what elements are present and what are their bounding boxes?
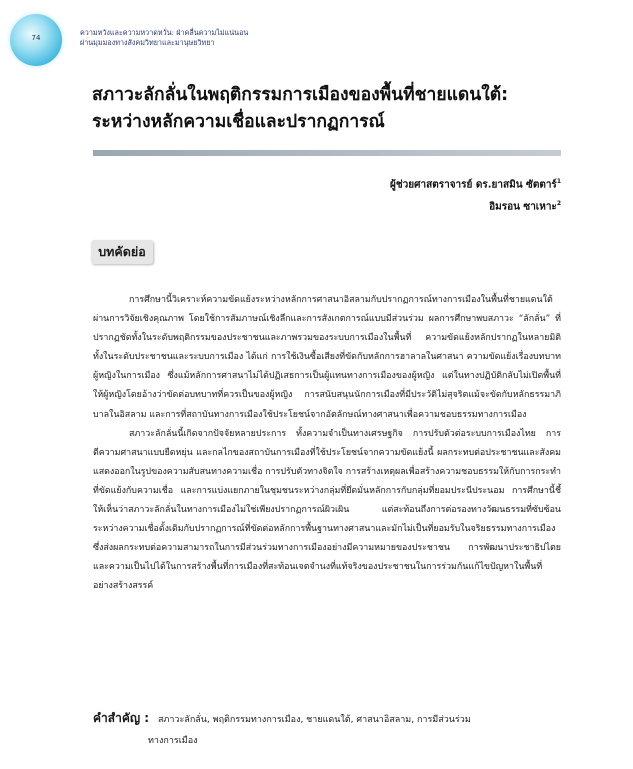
- keywords-line1: สภาวะลักลั่น, พฤติกรรมทางการเมือง, ชายแดนใต้, ศาสนาอิสลาม, การมีส่วนร่วม: [157, 715, 471, 725]
- article-title-line2: ระหว่างหลักความเชื่อและปรากฏการณ์: [92, 112, 385, 132]
- keywords-line2: ทางการเมือง: [148, 736, 198, 746]
- abstract-heading: บทคัดย่อ: [91, 240, 153, 264]
- author-1-name: ผู้ช่วยศาสตราจารย์ ดร.ยาสมิน ซัตตาร์: [390, 179, 557, 191]
- author-block: [390, 172, 561, 217]
- title-divider: [93, 150, 561, 156]
- article-title: [92, 82, 508, 136]
- abstract-paragraph-2: สภาวะลักลั่นนี้เกิดจากปัจจัยหลายประการ ทั้งความจำเป็นทางเศรษฐกิจ การปรับตัวต่อระบบการเมืองไทย การตีความศาสนาแบบยืดหยุ่น และกลไกของสถาบันการเมืองที่ใช้ประโยชน์จากความขัดแย้งนี้ ผลกระทบต่อประชาชนและสังคมแสดงออกในรูปของความสับสนทางความเชื่อ การปรับตัวทางจิตใจ การสร้างเหตุผลเพื่อสร้างความชอบธรรมให้กับการกระทำที่ขัดแย้งกับความเชื่อ และการแบ่งแยกภายในชุมชนระหว่างกลุ่มที่ยึดมั่นหลักการกับกลุ่มที่ยอมประนีประนอม การศึกษานี้ชี้ให้เห็นว่าสภาวะลักลั่นในทางการเมืองไม่ใช่เพียงปรากฏการณ์ผิวเผิน แต่สะท้อนถึงการต่อรองทางวัฒนธรรมที่ซับซ้อนระหว่างความเชื่อดั้งเดิมกับปรากฏการณ์ที่ขัดต่อหลักการพื้นฐานทางศาสนาและมักไม่เป็นที่ยอมรับในจริยธรรมทางการเมือง ซึ่งส่งผลกระทบต่อความสามารถในการมีส่วนร่วมทางการเมืองอย่างมีความหมายของประชาชน การพัฒนาประชาธิปไตย และความเป็นไปได้ในการสร้างพื้นที่การเมืองที่สะท้อนเจตจำนงที่แท้จริงของประชาชนในการร่วมกันแก้ไขปัญหาในพื้นที่อย่างสร้างสรรค์: [93, 428, 561, 592]
- author-1-mark: 1: [556, 178, 561, 185]
- keywords-label: คำสำคัญ :: [93, 711, 150, 725]
- keywords-block: [93, 708, 563, 752]
- running-header: [80, 28, 248, 48]
- page-number: 74: [31, 34, 41, 42]
- abstract-paragraph-1: การศึกษานี้วิเคราะห์ความขัดแย้งระหว่างหลักการศาสนาอิสลามกับปรากฏการณ์ทางการเมืองในพื้นที่ชายแดนใต้ผ่านการวิจัยเชิงคุณภาพ โดยใช้การสัมภาษณ์เชิงลึกและการสังเกตการณ์แบบมีส่วนร่วม ผลการศึกษาพบสภาวะ “ลักลั่น” ที่ปรากฏชัดทั้งในระดับพฤติกรรมของประชาชนและภาพรวมของระบบการเมืองในพื้นที่ ความขัดแย้งหลักปรากฏในหลายมิติ ทั้งในระดับประชาชนและระบบการเมือง ได้แก่ การใช้เงินซื้อเสียงที่ขัดกับหลักการฮาลาลในศาสนา ความขัดแย้งเรื่องบทบาทผู้หญิงในการเมือง ซึ่งแม้หลักการศาสนาไม่ได้ปฏิเสธการเป็นผู้แทนทางการเมืองของผู้หญิง แต่ในทางปฏิบัติกลับไม่เปิดพื้นที่ให้ผู้หญิงโดยอ้างว่าขัดต่อบทบาทที่ควรเป็นของผู้หญิง การสนับสนุนนักการเมืองที่มีประวัติไม่สุจริตแม้จะขัดกับหลักธรรมาภิบาลในอิสลาม และการที่สถาบันทางการเมืองใช้ประโยชน์จากอัตลักษณ์ทางศาสนาเพื่อความชอบธรรมทางการเมือง: [93, 295, 561, 420]
- running-header-line2: ผ่านมุมมองทางสังคมวิทยาและมานุษยวิทยา: [80, 38, 215, 47]
- running-header-line1: ความหวังและความหวาดหวั่น: ฝ่าคลื่นความไม่แน่นอน: [80, 28, 249, 37]
- author-1: [390, 172, 561, 194]
- author-2: [390, 194, 561, 216]
- abstract-body: [93, 291, 561, 597]
- article-title-line1: สภาวะลักลั่นในพฤติกรรมการเมืองของพื้นที่ชายแดนใต้:: [92, 85, 509, 105]
- author-2-name: อิมรอน ซาเหาะ: [489, 201, 557, 213]
- author-2-mark: 2: [556, 200, 561, 208]
